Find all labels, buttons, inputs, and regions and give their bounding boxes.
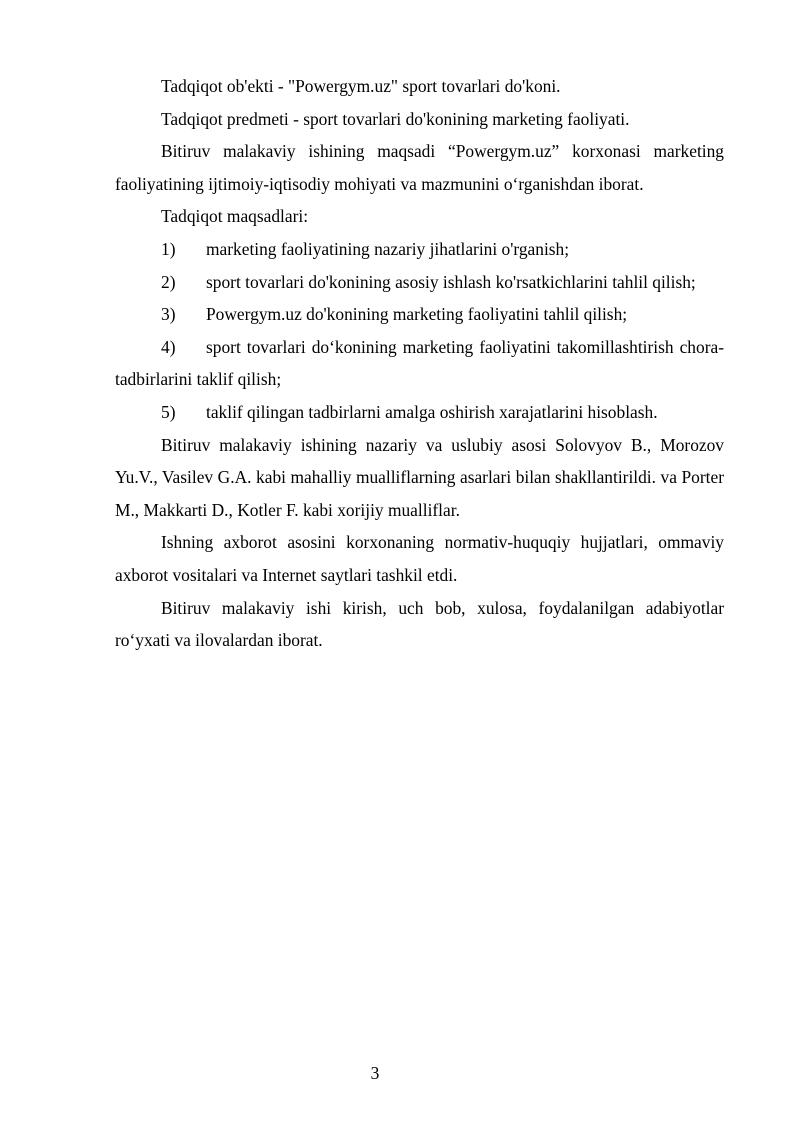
document-body (115, 70, 724, 657)
task-number: 1) (161, 238, 176, 259)
paragraph-structure: Bitiruv malakaviy ishi kirish, uch bob, xulosa, foydalanilgan adabiyotlar ro‘yxati va ilovalardan iborat. (115, 597, 724, 651)
paragraph-methodology: Bitiruv malakaviy ishining nazariy va uslubiy asosi Solovyov B., Morozov Yu.V., Vasilev G.A. kabi mahalliy mualliflarning asarlari bilan shakllantirildi. va Porter M., Makkarti D., Kotler F. kabi xorijiy mualliflar. (115, 434, 724, 520)
task-number: 3) (161, 304, 176, 325)
task-number: 5) (161, 401, 176, 422)
task-text: sport tovarlari do'konining asosiy ishlash ko'rsatkichlarini tahlil qilish; (206, 271, 696, 292)
task-item-1 (115, 233, 724, 266)
page-number: 3 (370, 1063, 380, 1083)
task-item-3 (115, 298, 724, 331)
paragraph-thesis-goal: Bitiruv malakaviy ishining maqsadi “Powergym.uz” korxonasi marketing faoliyatining ijtimoiy-iqtisodiy mohiyati va mazmunini o‘rganishdan iborat. (115, 141, 724, 194)
task-number: 4) (161, 336, 176, 357)
paragraph-research-tasks-heading: Tadqiqot maqsadlari: (161, 206, 309, 227)
task-text: marketing faoliyatining nazariy jihatlarini o'rganish; (206, 238, 570, 259)
task-text: Powergym.uz do'konining marketing faoliyatini tahlil qilish; (206, 304, 628, 325)
task-item-4 (115, 331, 724, 396)
task-number: 2) (161, 271, 176, 292)
task-text: taklif qilingan tadbirlarni amalga oshirish xarajatlarini hisoblash. (206, 401, 658, 422)
task-text: sport tovarlari do‘konining marketing faoliyatini takomillashtirish chora-tadbirlarini taklif qilish; (115, 336, 724, 390)
paragraph-research-subject: Tadqiqot predmeti - sport tovarlari do'konining marketing faoliyati. (161, 108, 630, 129)
task-item-5 (115, 396, 724, 429)
paragraph-information-base: Ishning axborot asosini korxonaning normativ-huquqiy hujjatlari, ommaviy axborot vositalari va Internet saytlari tashkil etdi. (115, 532, 724, 585)
paragraph-research-object: Tadqiqot ob'ekti - "Powergym.uz" sport tovarlari do'koni. (161, 76, 561, 96)
task-item-2 (115, 266, 724, 299)
